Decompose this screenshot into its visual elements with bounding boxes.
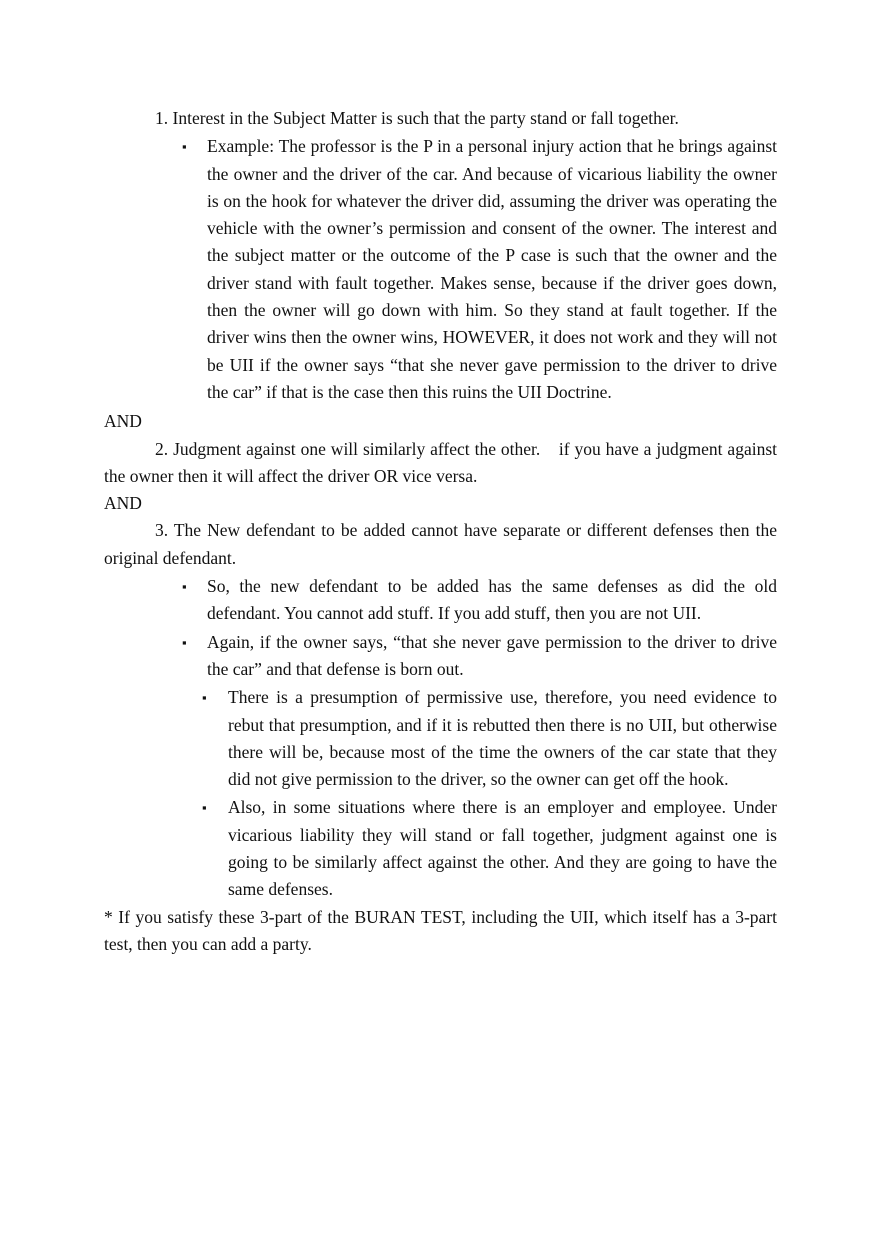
bullet-marker: ▪ [202, 690, 207, 706]
point-1: 1. Interest in the Subject Matter is such that the party stand or fall together. [155, 108, 679, 128]
bullet-example [182, 133, 777, 406]
bullet-marker: ▪ [202, 800, 207, 816]
bullet-owner-permission [182, 629, 777, 684]
summary-note: * If you satisfy these 3-part of the BURAN TEST, including the UII, which itself has a 3-part test, then you can add a party. [104, 906, 777, 954]
subbullet-presumption-text: There is a presumption of permissive use, therefore, you need evidence to rebut that presumption, and if it is rebutted then there is no UII, but otherwise there will be, because most of the time the owners of the car state that they did not give permission to the driver, so the owner can get off the hook. [228, 687, 777, 790]
bullet-marker: ▪ [182, 139, 187, 155]
bullet-owner-permission-text: Again, if the owner says, “that she never gave permission to the driver to drive the car” and that defense is born out. [207, 631, 777, 679]
bullet-marker: ▪ [182, 579, 187, 595]
subbullet-employer-text: Also, in some situations where there is an employer and employee. Under vicarious liability they will stand or fall together, judgment against one is going to be similarly affect against the other. And they are going to have the same defenses. [228, 797, 777, 900]
and-connector-1: AND [104, 411, 142, 432]
subbullet-presumption [202, 684, 777, 793]
document-body [104, 105, 777, 958]
bullet-marker: ▪ [182, 634, 187, 650]
bullet-example-text: Example: The professor is the P in a personal injury action that he brings against the owner and the driver of the car. And because of vicarious liability the owner is on the hook for whatever the driver did, assuming the driver was operating the vehicle with the owner’s permission and consent of the owner. The interest and the subject matter or the outcome of the P case is such that the owner and the driver stand with fault together. Makes sense, because if the driver goes down, then the owner will go down with him. So they stand at fault together. If the driver wins then the owner wins, HOWEVER, it does not work and they will not be UII if the owner says “that she never gave permission to the driver to drive the car” if that is the case then this ruins the UII Doctrine. [207, 136, 777, 402]
bullet-same-defenses-text: So, the new defendant to be added has the same defenses as did the old defendant. You cannot add stuff. If you add stuff, then you are not UII. [207, 576, 777, 624]
and-connector-2: AND [104, 493, 142, 514]
subbullet-employer [202, 794, 777, 903]
bullet-same-defenses [182, 573, 777, 628]
point-3: 3. The New defendant to be added cannot have separate or different defenses then the original defendant. [104, 520, 777, 568]
point-2: 2. Judgment against one will similarly affect the other. if you have a judgment against the owner then it will affect the driver OR vice versa. [104, 438, 777, 486]
